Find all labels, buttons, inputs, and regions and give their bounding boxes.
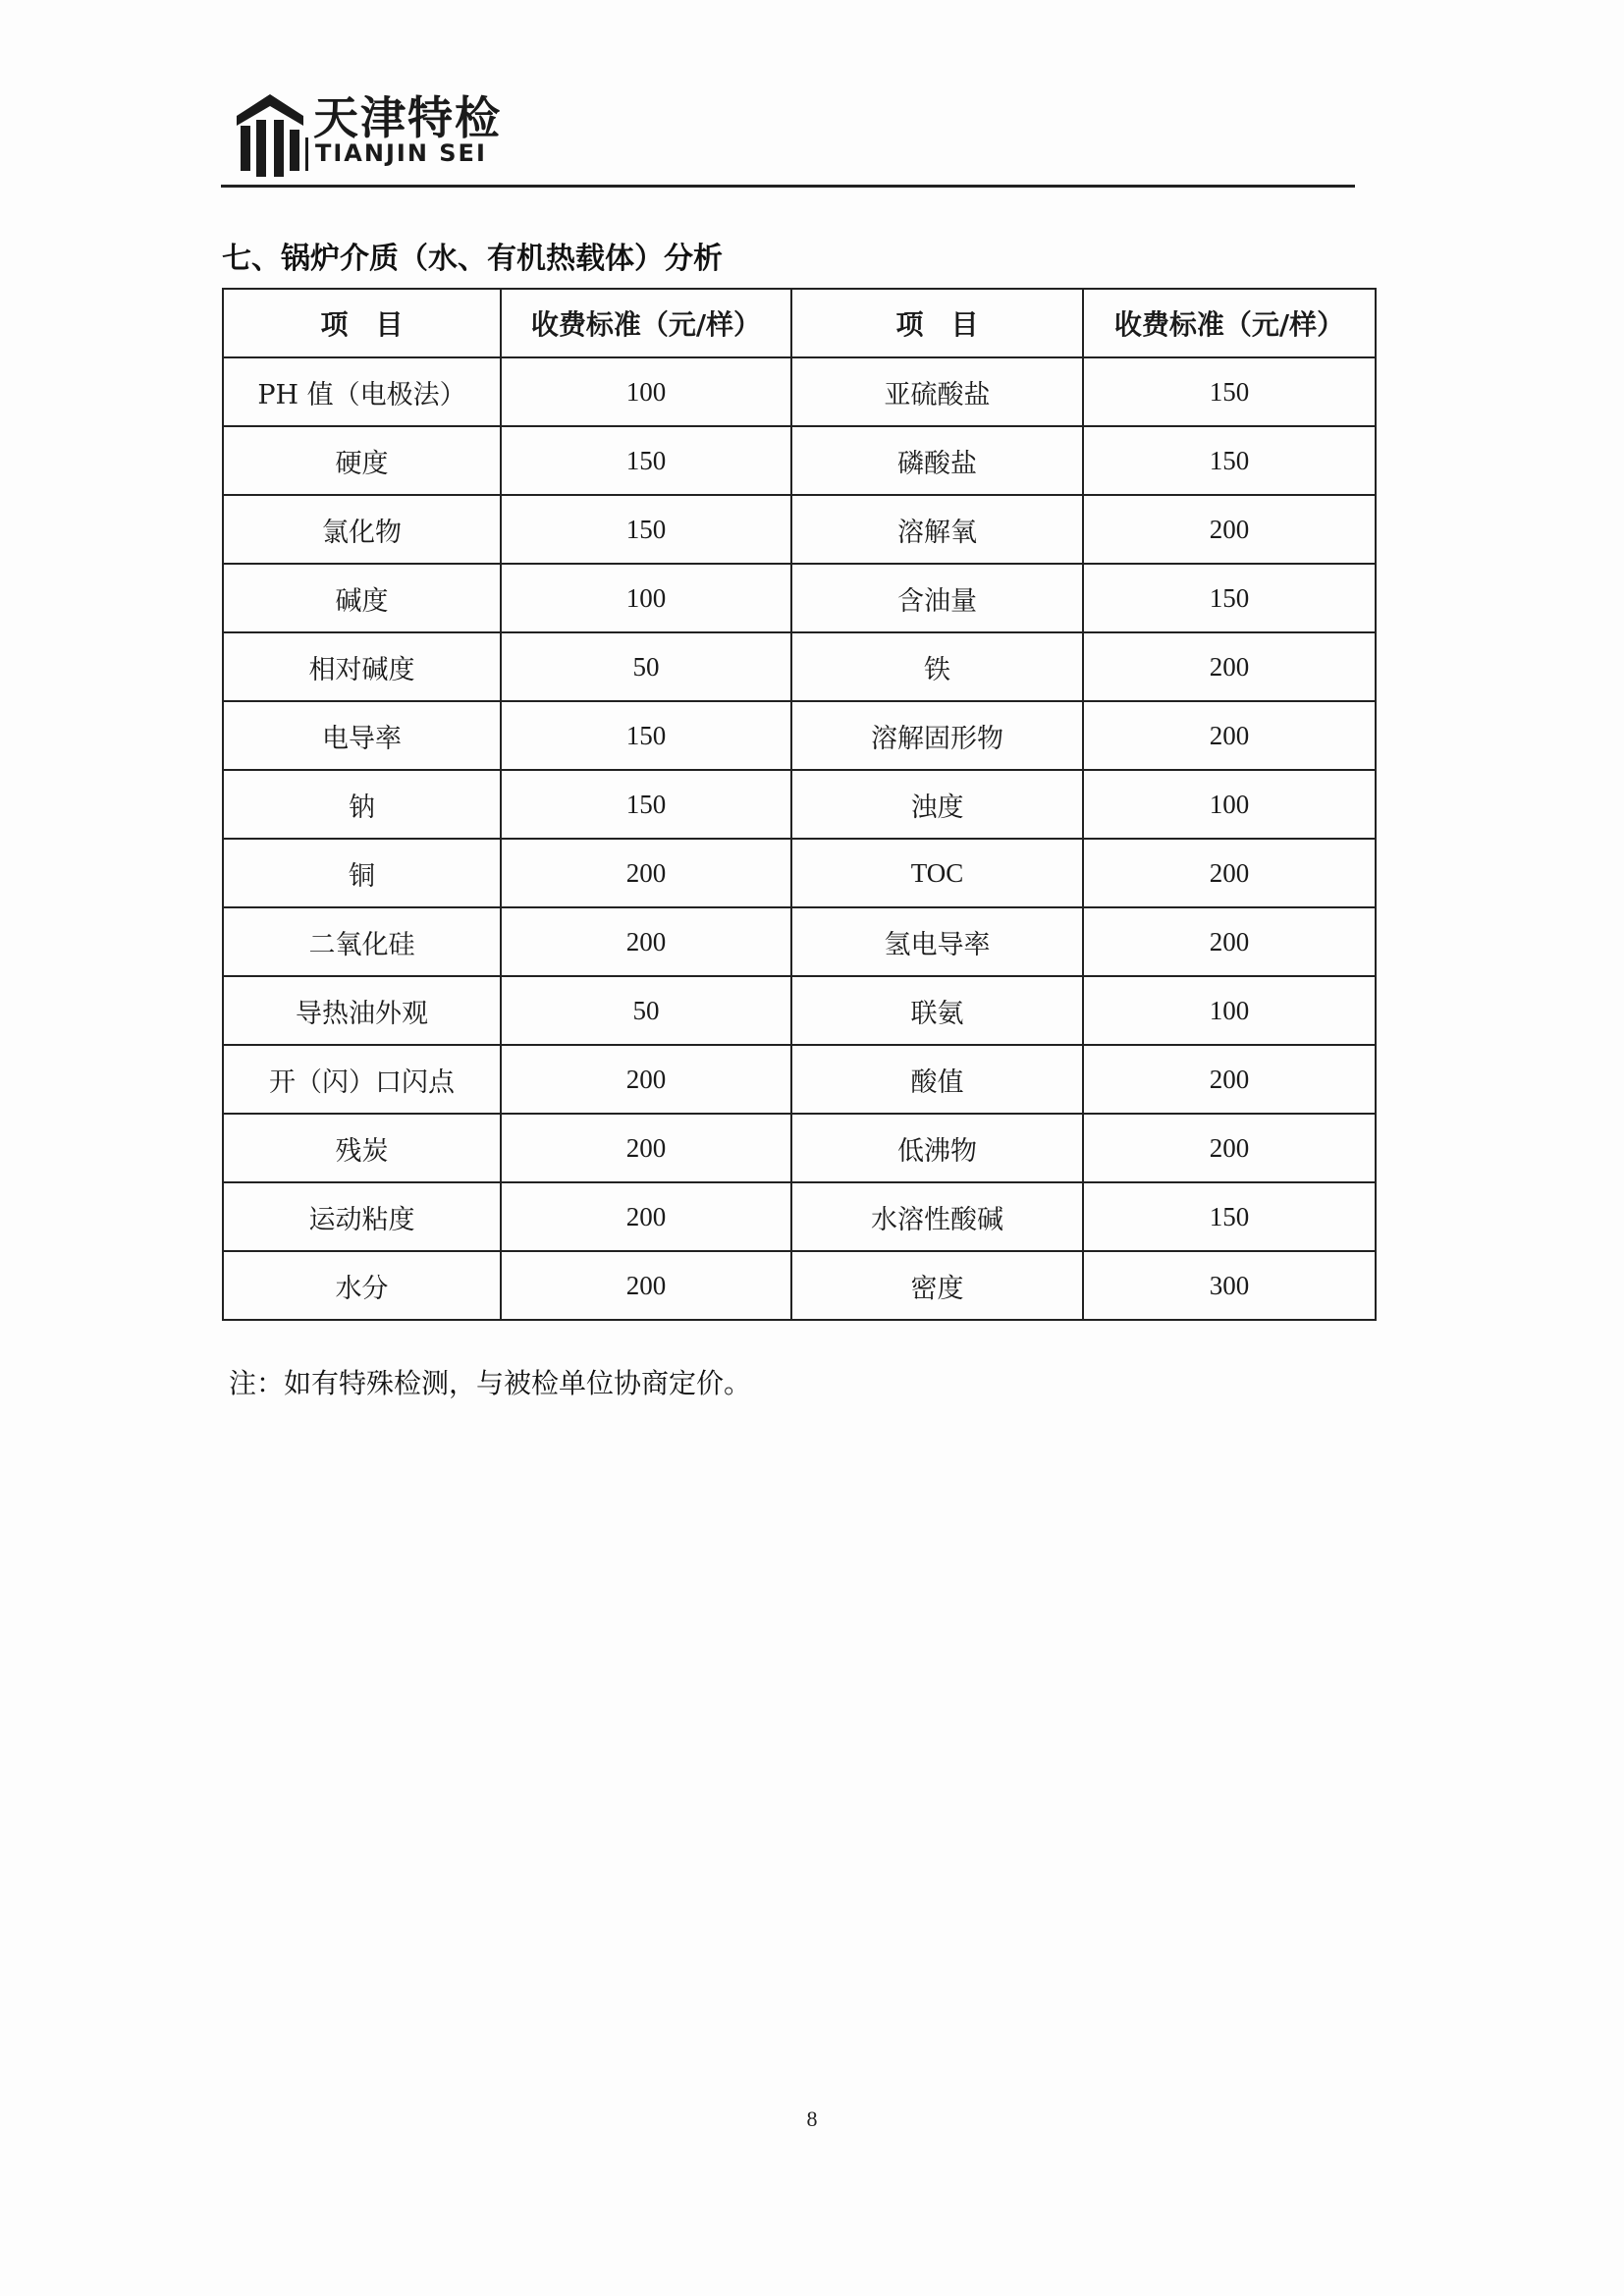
fee-cell: 150 <box>1083 426 1376 495</box>
fee-cell: 150 <box>1083 357 1376 426</box>
fee-cell: 200 <box>1083 1114 1376 1182</box>
table-row <box>223 1182 1376 1251</box>
fee-cell: 200 <box>501 1114 791 1182</box>
item-cell: 密度 <box>791 1251 1083 1320</box>
item-cell: 浊度 <box>791 770 1083 839</box>
company-logo <box>231 81 525 179</box>
fee-cell: 150 <box>501 426 791 495</box>
item-cell: 磷酸盐 <box>791 426 1083 495</box>
fee-cell: 150 <box>1083 1182 1376 1251</box>
logo-english-name: TIANJIN SEI <box>315 139 487 167</box>
item-cell: 联氨 <box>791 976 1083 1045</box>
fee-cell: 200 <box>501 1251 791 1320</box>
fee-cell: 200 <box>1083 1045 1376 1114</box>
item-cell: 导热油外观 <box>223 976 501 1045</box>
item-cell: 硬度 <box>223 426 501 495</box>
fee-cell: 50 <box>501 632 791 701</box>
fee-cell: 200 <box>1083 632 1376 701</box>
item-cell: 二氧化硅 <box>223 907 501 976</box>
fee-cell: 100 <box>501 357 791 426</box>
table-row <box>223 632 1376 701</box>
item-cell: TOC <box>791 839 1083 907</box>
item-cell: 相对碱度 <box>223 632 501 701</box>
fee-cell: 200 <box>1083 907 1376 976</box>
fee-cell: 150 <box>501 701 791 770</box>
table-row <box>223 839 1376 907</box>
fee-cell: 200 <box>501 1182 791 1251</box>
price-table <box>222 288 1377 1321</box>
fee-cell: 150 <box>501 495 791 564</box>
header-fee-right: 收费标准（元/样） <box>1083 289 1376 357</box>
item-cell: 运动粘度 <box>223 1182 501 1251</box>
table-row <box>223 495 1376 564</box>
table-row <box>223 1251 1376 1320</box>
fee-cell: 150 <box>1083 564 1376 632</box>
table-row <box>223 1114 1376 1182</box>
item-cell: PH 值（电极法） <box>223 357 501 426</box>
item-cell: 电导率 <box>223 701 501 770</box>
item-cell: 开（闪）口闪点 <box>223 1045 501 1114</box>
building-logo-icon <box>231 86 309 177</box>
table-row <box>223 426 1376 495</box>
item-cell: 氢电导率 <box>791 907 1083 976</box>
item-cell: 含油量 <box>791 564 1083 632</box>
table-row <box>223 770 1376 839</box>
table-row <box>223 1045 1376 1114</box>
logo-chinese-name: 天津特检 <box>313 91 502 144</box>
fee-cell: 200 <box>1083 701 1376 770</box>
page-number: 8 <box>806 2106 818 2131</box>
fee-cell: 200 <box>501 839 791 907</box>
table-row <box>223 564 1376 632</box>
item-cell: 水溶性酸碱 <box>791 1182 1083 1251</box>
header-item-right: 项 目 <box>791 289 1083 357</box>
item-cell: 溶解氧 <box>791 495 1083 564</box>
header-fee-left: 收费标准（元/样） <box>501 289 791 357</box>
item-cell: 亚硫酸盐 <box>791 357 1083 426</box>
table-row <box>223 907 1376 976</box>
pricing-note: 注：如有特殊检测，与被检单位协商定价。 <box>229 1367 752 1399</box>
item-cell: 碱度 <box>223 564 501 632</box>
item-cell: 溶解固形物 <box>791 701 1083 770</box>
fee-cell: 150 <box>501 770 791 839</box>
item-cell: 铜 <box>223 839 501 907</box>
table-header-row <box>223 289 1376 357</box>
item-cell: 水分 <box>223 1251 501 1320</box>
item-cell: 残炭 <box>223 1114 501 1182</box>
fee-cell: 100 <box>1083 976 1376 1045</box>
item-cell: 铁 <box>791 632 1083 701</box>
fee-cell: 100 <box>1083 770 1376 839</box>
fee-cell: 200 <box>1083 495 1376 564</box>
table-row <box>223 357 1376 426</box>
header-item-left: 项 目 <box>223 289 501 357</box>
item-cell: 低沸物 <box>791 1114 1083 1182</box>
table-row <box>223 976 1376 1045</box>
fee-cell: 300 <box>1083 1251 1376 1320</box>
fee-cell: 200 <box>1083 839 1376 907</box>
item-cell: 氯化物 <box>223 495 501 564</box>
section-title: 七、锅炉介质（水、有机热载体）分析 <box>222 242 723 276</box>
fee-cell: 100 <box>501 564 791 632</box>
item-cell: 酸值 <box>791 1045 1083 1114</box>
fee-cell: 50 <box>501 976 791 1045</box>
fee-cell: 200 <box>501 1045 791 1114</box>
fee-cell: 200 <box>501 907 791 976</box>
table-row <box>223 701 1376 770</box>
header-divider <box>221 185 1355 188</box>
item-cell: 钠 <box>223 770 501 839</box>
